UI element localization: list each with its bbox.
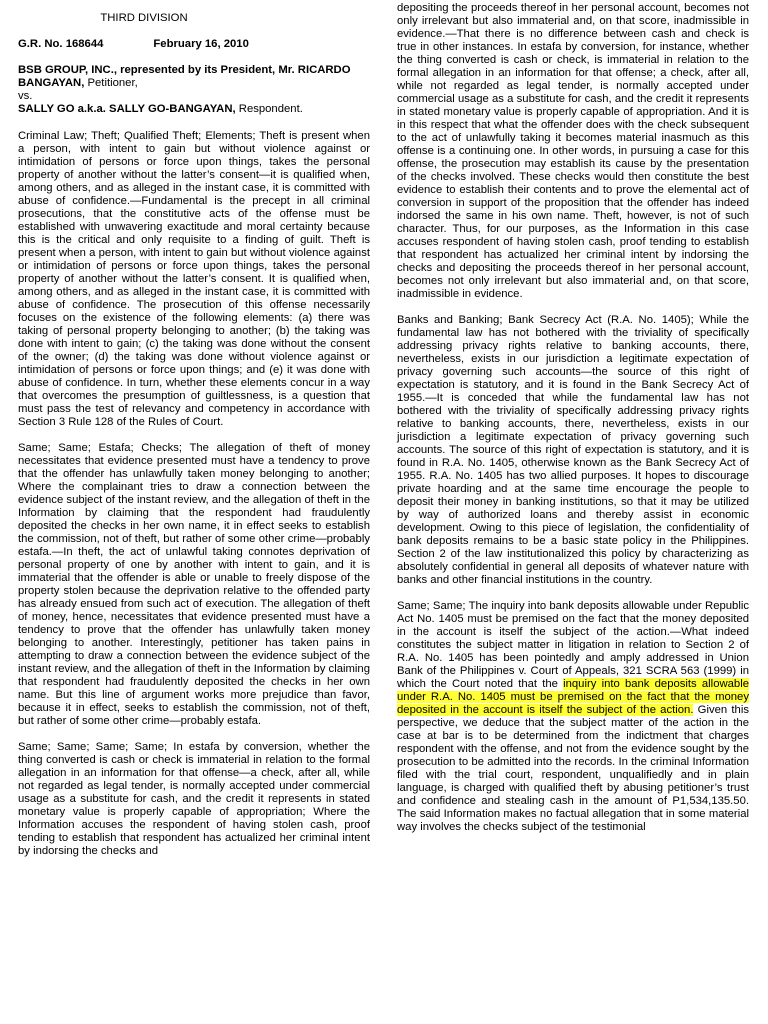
versus-label: vs. xyxy=(18,90,33,102)
respondent-line xyxy=(18,103,370,116)
division-heading xyxy=(18,12,370,25)
left-column xyxy=(18,12,370,858)
versus-line xyxy=(18,90,370,103)
syllabus-paragraph-bank-secrecy: Banks and Banking; Bank Secrecy Act (R.A. No. 1405); While the fundamental law has not bothered with the triviality of specifically addressing privacy rights relative to banking accounts, there, nevertheless, exists in our jurisdiction a legitimate expectation of privacy governing such accounts—the source of this right of expectation is statutory, and it is found in the Bank Secrecy Act of 1955.—It is conceded that while the fundamental law has not bothered with the triviality of specifically addressing privacy rights relative to banking accounts, there, nevertheless, exists in our jurisdiction a legitimate expectation of privacy governing such accounts. The source of this right of expectation is statutory, and it is found in R.A. No. 1405, otherwise known as the Bank Secrecy Act of 1955. R.A. No. 1405 has two allied purposes. It hopes to discourage private hoarding and at the same time encourage the people to deposit their money in banking institutions, so that it may be utilized by way of authorized loans and thereby assist in economic development. Owing to this piece of legislation, the confidentiality of bank deposits remains to be a basic state policy in the Philippines. Section 2 of the law institutionalized this policy by characterizing as absolutely confidential in general all deposits of whatever nature with banks and other financial institutions in the country. xyxy=(397,314,749,586)
syllabus-paragraph-estafa-checks: Same; Same; Estafa; Checks; The allegation of theft of money necessitates that evidence presented must have a tendency to prove that the offender has unlawfully taken money belonging to another; Where the complainant tries to draw a connection between the evidence subject of the instant review, and the allegation of theft in the Information by claiming that the respondent had fraudulently deposited the checks in her own name, it in effect seeks to establish the commission, not of theft, but rather of some other crime—probably estafa.—In theft, the act of unlawful taking connotes deprivation of personal property of one by another with intent to gain, and it is immaterial that the offender is able or unable to freely dispose of the property stolen because the deprivation relative to the offended party has already ensued from such act of execution. The allegation of theft of money, hence, necessitates that evidence presented must have a tendency to prove that the offender has unlawfully taken money belonging to another. Interestingly, petitioner has taken pains in attempting to draw a connection between the evidence subject of the instant review, and the allegation of theft in the Information by claiming that respondent had fraudulently deposited the checks in her own name. But this line of argument works more prejudice than favor, because it in effect, seeks to establish the commission, not of theft, but rather of some other crime—probably estafa. xyxy=(18,442,370,727)
syllabus-paragraph-estafa-conversion: Same; Same; Same; Same; In estafa by conversion, whether the thing converted is cash or check is immaterial in relation to the formal allegation in an information for that offense—a check, after all, while not regarded as legal tender, is normally accepted under commercial usage as a substitute for cash, and the credit it represents in stated monetary value is properly capable of appropriation; Where the Information accuses the respondent of having stolen cash, proof tending to establish that respondent has actualized her criminal intent by indorsing the checks and xyxy=(18,741,370,857)
syllabus-paragraph-continued: depositing the proceeds thereof in her personal account, becomes not only irrelevant but also immaterial and, on that score, inadmissible in evidence.—That there is no difference between cash and check is true in other instances. In estafa by conversion, for instance, whether the thing converted is cash or check, is immaterial in relation to the formal allegation in an information for that offense; a check, after all, while not regarded as legal tender, is normally accepted under commercial usage as a substitute for cash, and the credit it represents in stated monetary value is properly capable of appropriation. And it is in this respect that what the offender does with the check subsequent to the act of unlawfully taking it becomes material inasmuch as this offense is a continuing one. In other words, in pursuing a case for this offense, the prosecution may establish its cause by the presentation of the checks involved. These checks would then constitute the best evidence to establish their contents and to prove the elemental act of conversion in support of the proposition that the offender has indeed indorsed the same in his own name. Theft, however, is not of such character. Thus, for our purposes, as the Information in this case accuses respondent of having stolen cash, proof tending to establish that respondent has actualized her criminal intent by indorsing the checks and depositing the proceeds thereof in her personal account, becomes not only irrelevant but also immaterial and, on that score, inadmissible in evidence. xyxy=(397,2,749,300)
case-number-line xyxy=(18,38,370,51)
bank-inquiry-text-end: Given this perspective, we deduce that the subject matter of the action in the case at bar is to be determined from the indictment that charges respondent with the offense, and not from the evidence sought by the prosecution to be admitted into the records. In the criminal Information filed with the trial court, respondent, unqualifiedly and in plain language, is charged with qualified theft by abusing petitioner’s trust and confidence and stealing cash in the amount of P1,534,135.50. The said Information makes no factual allegation that in some material way involves the checks subject of the testimonial xyxy=(397,704,749,833)
petitioner-line xyxy=(18,64,370,90)
right-column xyxy=(397,2,749,834)
respondent-name: SALLY GO a.k.a. SALLY GO-BANGAYAN, xyxy=(18,103,236,115)
syllabus-paragraph-theft-elements: Criminal Law; Theft; Qualified Theft; Elements; Theft is present when a person, with intent to gain but without violence against or intimidation of persons or force upon things, takes the personal property of another without the latter’s consent—it is qualified when, among others, and as alleged in the instant case, it is committed with abuse of confidence.—Fundamental is the precept in all criminal prosecutions, that the constitutive acts of the offense must be established with unwavering exactitude and moral certainty because this is the critical and only requisite to a finding of guilt. Theft is present when a person, with intent to gain but without violence against or intimidation of persons or force upon things, takes the personal property of another without the latter’s consent. It is qualified when, among others, and as alleged in the instant case, it is committed with abuse of confidence. The prosecution of this offense necessarily focuses on the existence of the following elements: (a) there was taking of personal property belonging to another; (b) the taking was done with intent to gain; (c) the taking was done without the consent of the owner; (d) the taking was done without violence against or intimidation of persons or force upon things; and (e) it was done with abuse of confidence. In turn, whether these elements concur in a way that overcomes the presumption of guiltlessness, is a question that must pass the test of relevancy and competency in accordance with Section 3 Rule 128 of the Rules of Court. xyxy=(18,130,370,428)
highlighted-passage: inquiry into bank deposits allowable under R.A. No. 1405 must be premised on the fact that the money deposited in the account is itself the subject of the action. xyxy=(397,678,749,716)
gr-number: G.R. No. 168644 xyxy=(18,38,104,50)
syllabus-paragraph-bank-inquiry xyxy=(397,600,749,834)
bank-inquiry-text-start: Same; Same; The inquiry into bank deposits allowable under Republic Act No. 1405 must be premised on the fact that the money deposited in the account is itself the subject of the action.—What indeed constitutes the subject matter in litigation in relation to Section 2 of R.A. No. 1405 has been pointedly and amply addressed in Union Bank of the Philippines v. Court of Appeals, 321 SCRA 563 (1999) in which the Court noted that the xyxy=(397,600,749,690)
petitioner-name: BSB GROUP, INC., represented by its President, Mr. RICARDO BANGAYAN, xyxy=(18,64,351,89)
division-label: THIRD DIVISION xyxy=(100,12,188,24)
petitioner-role: Petitioner, xyxy=(84,77,138,89)
decision-date: February 16, 2010 xyxy=(153,38,249,50)
respondent-role: Respondent. xyxy=(235,103,303,115)
